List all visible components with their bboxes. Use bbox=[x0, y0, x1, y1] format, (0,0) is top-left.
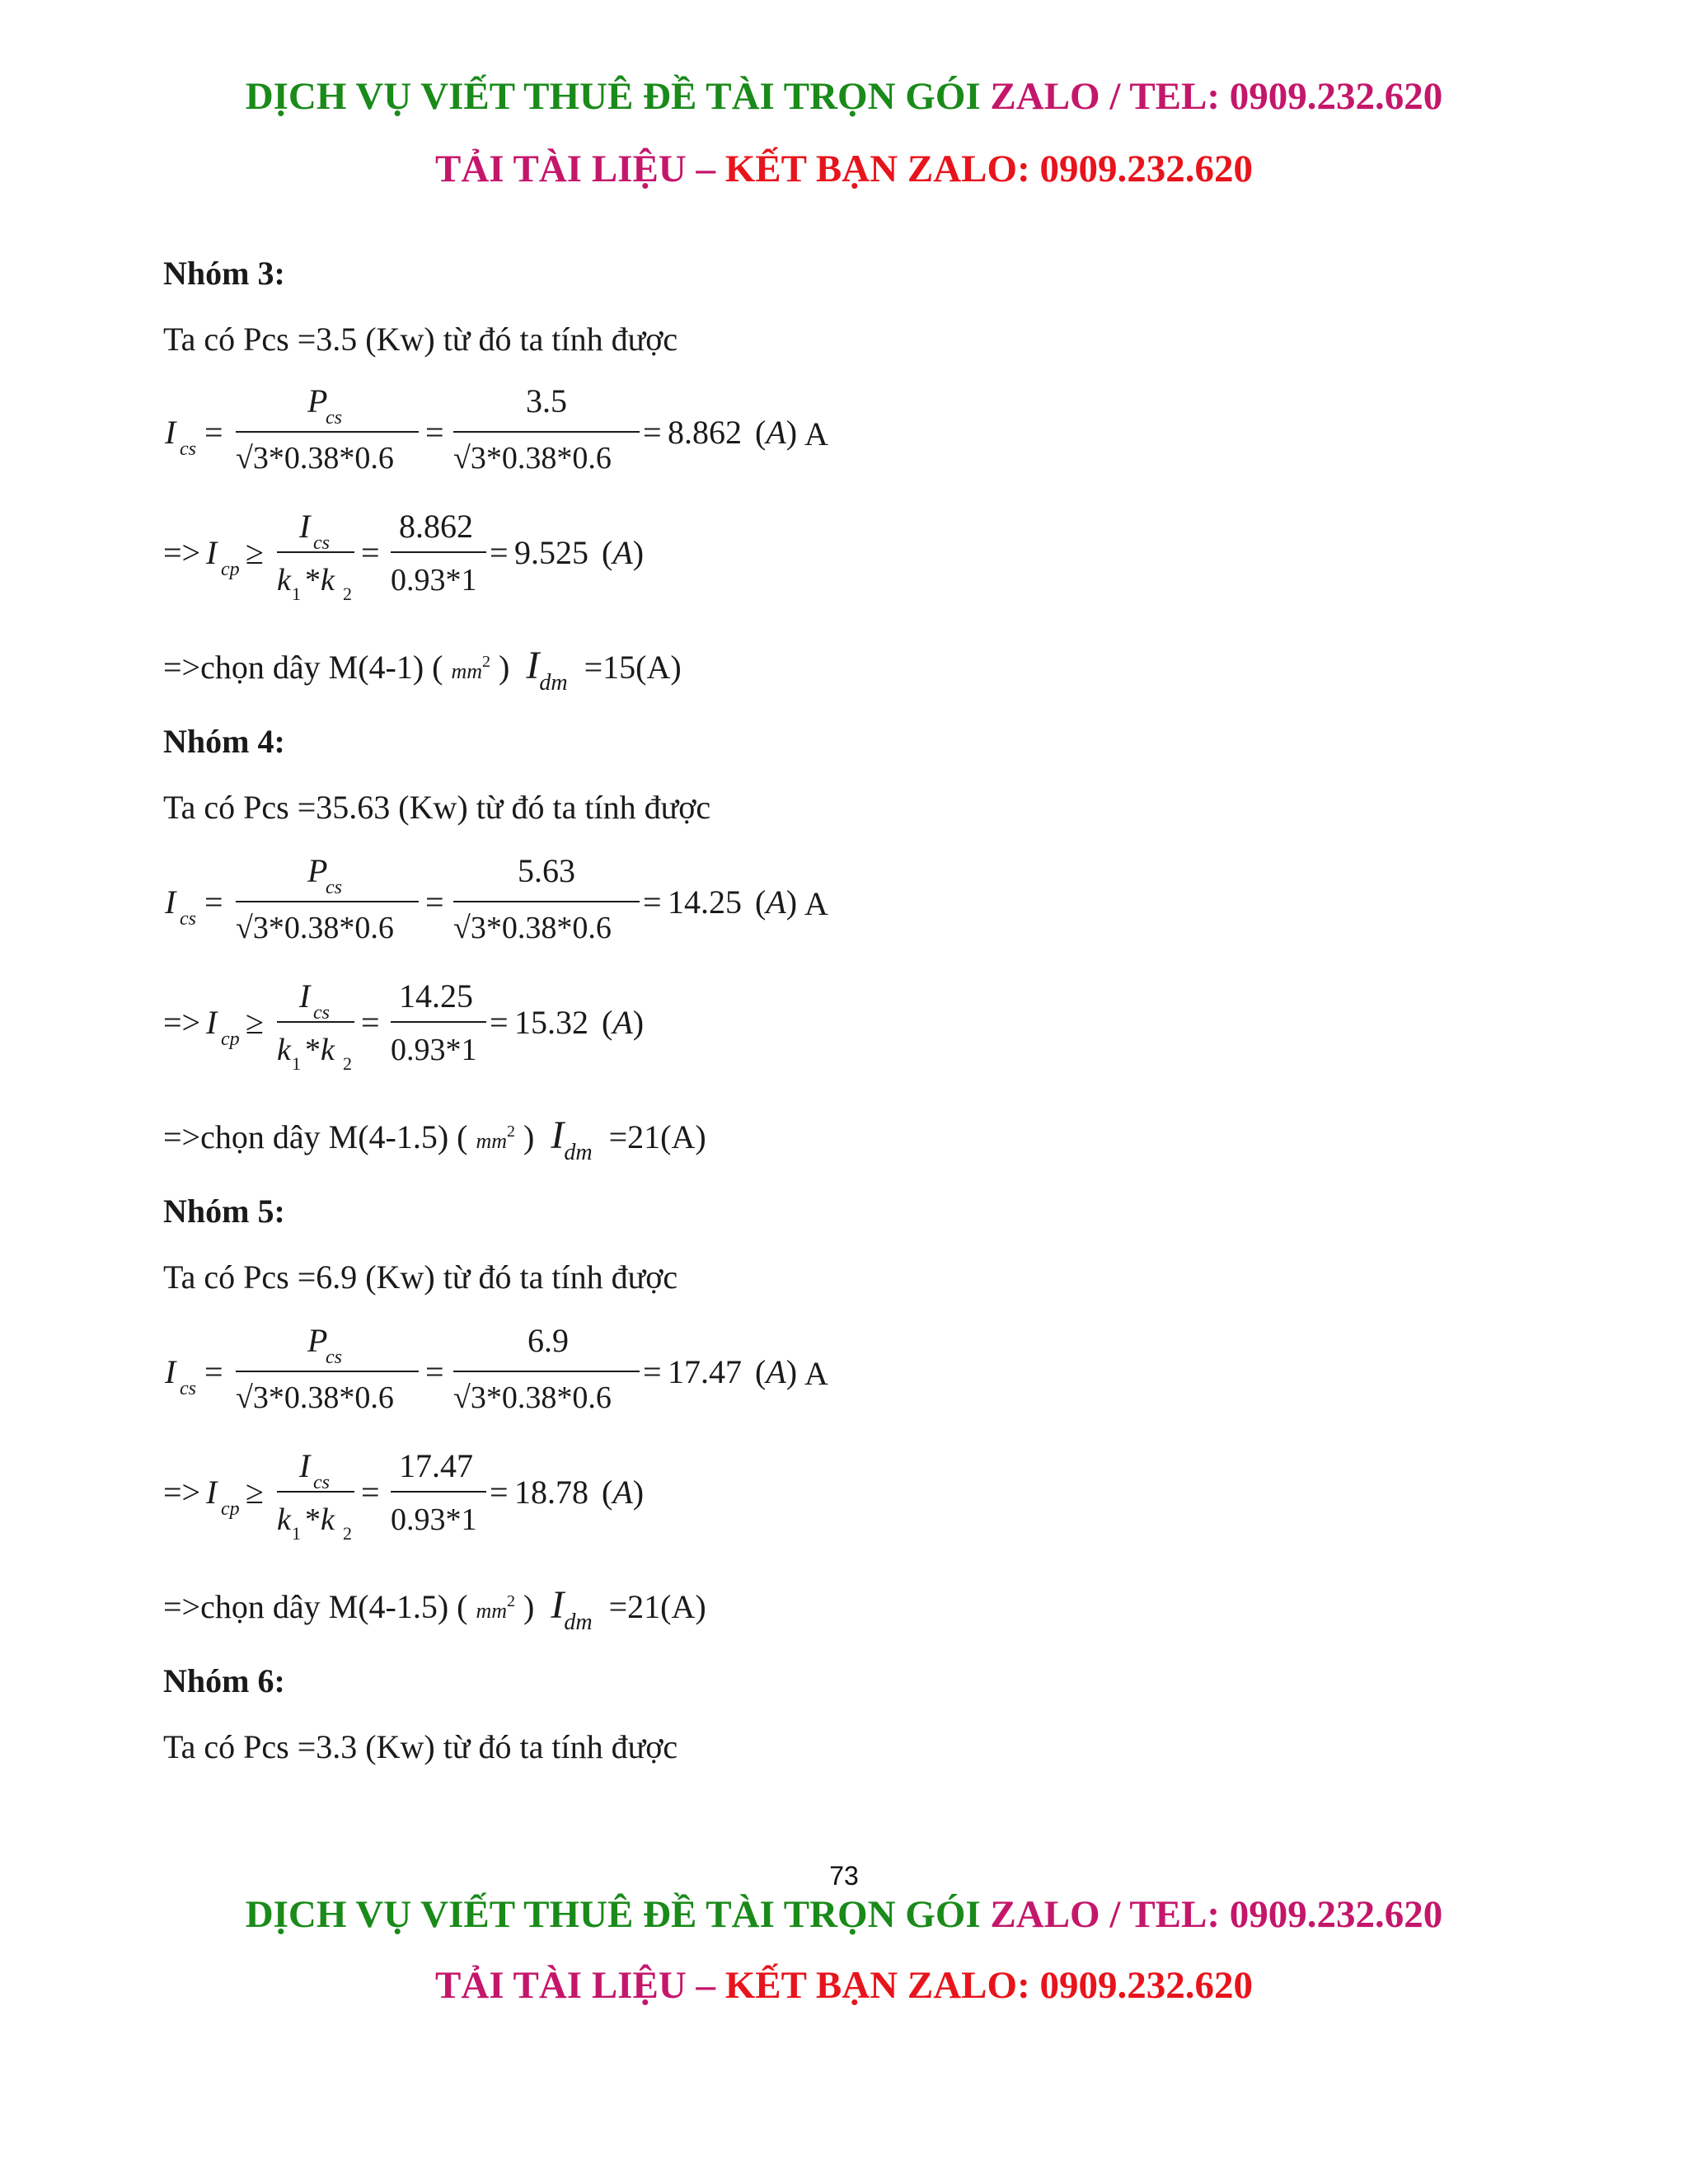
idm-value: =21(A) bbox=[608, 1588, 706, 1625]
mm-unit: mm bbox=[451, 659, 483, 683]
denominator-text: √3*0.38*0.6 bbox=[453, 911, 612, 945]
svg-text:≥: ≥ bbox=[246, 1474, 264, 1511]
denominator-text: √3*0.38*0.6 bbox=[236, 911, 394, 945]
k-denominator: 0.93*1 bbox=[391, 1033, 477, 1067]
denominator-text: √3*0.38*0.6 bbox=[236, 441, 394, 476]
icp-numerator: 14.25 bbox=[399, 977, 473, 1015]
ics-result: 14.25 bbox=[668, 883, 742, 921]
idm-value: =15(A) bbox=[584, 649, 682, 686]
svg-text:=: = bbox=[643, 1353, 662, 1390]
group-heading: Nhóm 4: bbox=[163, 723, 285, 760]
svg-text:cs: cs bbox=[326, 1347, 342, 1368]
ics-result: 17.47 bbox=[668, 1353, 742, 1390]
group-intro: Ta có Pcs =3.3 (Kw) từ đó ta tính được bbox=[163, 1728, 678, 1765]
svg-text:=: = bbox=[490, 534, 509, 571]
mm-exponent: 2 bbox=[507, 1592, 516, 1610]
denominator-text: √3*0.38*0.6 bbox=[453, 1380, 612, 1415]
svg-text:=: = bbox=[425, 414, 444, 451]
mm-exponent: 2 bbox=[507, 1122, 516, 1141]
svg-text:*k: *k bbox=[305, 563, 335, 598]
svg-text:*k: *k bbox=[305, 1033, 335, 1067]
svg-text:I: I bbox=[165, 414, 176, 451]
k-denominator: 0.93*1 bbox=[391, 563, 477, 598]
icp-formula bbox=[163, 508, 740, 615]
svg-text:cs: cs bbox=[326, 407, 342, 429]
mm-unit: mm bbox=[476, 1129, 508, 1153]
svg-text:=: = bbox=[361, 1474, 380, 1511]
svg-text:I: I bbox=[165, 1353, 176, 1390]
pcs-value: 6.9 bbox=[528, 1322, 569, 1359]
svg-text:I: I bbox=[206, 1474, 218, 1511]
header-contact-text: ZALO / TEL: 0909.232.620 bbox=[990, 75, 1443, 118]
svg-text:2: 2 bbox=[343, 1053, 352, 1074]
svg-text:P: P bbox=[307, 382, 328, 419]
svg-text:k: k bbox=[277, 563, 291, 598]
svg-text:cs: cs bbox=[326, 877, 342, 898]
wire-selection: =>chọn dây M(4-1.5) ( $mm^2$ ) $I_{dm} =21(A)$ bbox=[163, 1113, 706, 1165]
svg-text:k: k bbox=[277, 1502, 291, 1537]
svg-text:cs: cs bbox=[313, 532, 330, 554]
svg-text:=: = bbox=[204, 883, 223, 921]
svg-text:=: = bbox=[361, 534, 380, 571]
icp-formula bbox=[163, 1447, 740, 1554]
svg-text:=: = bbox=[425, 883, 444, 921]
group-heading: Nhóm 3: bbox=[163, 255, 285, 292]
svg-text:=>: => bbox=[163, 534, 201, 571]
svg-text:=>: => bbox=[163, 1004, 201, 1041]
idm-subscript: dm bbox=[539, 670, 568, 696]
svg-text:cs: cs bbox=[313, 1472, 330, 1493]
page-number: 73 bbox=[829, 1861, 859, 1891]
unit-A: A bbox=[804, 885, 828, 922]
unit-A: A bbox=[804, 415, 828, 452]
svg-text:1: 1 bbox=[292, 1053, 301, 1074]
svg-text:(A): (A) bbox=[602, 1474, 645, 1511]
svg-text:=: = bbox=[204, 1353, 223, 1390]
svg-text:1: 1 bbox=[292, 583, 301, 604]
svg-text:=: = bbox=[490, 1474, 509, 1511]
svg-text:=: = bbox=[643, 883, 662, 921]
svg-text:=: = bbox=[361, 1004, 380, 1041]
icp-result: 18.78 bbox=[514, 1474, 588, 1511]
group-heading: Nhóm 5: bbox=[163, 1193, 285, 1230]
svg-text:2: 2 bbox=[343, 1523, 352, 1544]
icp-formula bbox=[163, 977, 740, 1085]
svg-text:I: I bbox=[206, 1004, 218, 1041]
pcs-value: 5.63 bbox=[518, 852, 575, 889]
icp-result: 15.32 bbox=[514, 1004, 588, 1041]
footer-download-text: TẢI TÀI LIỆU – bbox=[435, 1964, 715, 2007]
svg-text:P: P bbox=[307, 1322, 328, 1359]
group-intro: Ta có Pcs =6.9 (Kw) từ đó ta tính được bbox=[163, 1258, 678, 1296]
svg-text:I: I bbox=[299, 1447, 311, 1484]
svg-text:cp: cp bbox=[221, 559, 240, 580]
svg-text:*k: *k bbox=[305, 1502, 335, 1537]
svg-text:2: 2 bbox=[343, 583, 352, 604]
svg-text:(A): (A) bbox=[602, 1004, 645, 1041]
group-heading: Nhóm 6: bbox=[163, 1662, 285, 1699]
k-denominator: 0.93*1 bbox=[391, 1502, 477, 1537]
svg-text:≥: ≥ bbox=[246, 1004, 264, 1041]
header-download-text: TẢI TÀI LIỆU – bbox=[435, 148, 715, 190]
svg-text:I: I bbox=[165, 883, 176, 921]
idm-symbol: I bbox=[526, 644, 540, 687]
footer-service-text: DỊCH VỤ VIẾT THUÊ ĐỀ TÀI TRỌN GÓI bbox=[245, 1893, 981, 1936]
icp-result: 9.525 bbox=[514, 534, 588, 571]
svg-text:cs: cs bbox=[313, 1002, 330, 1024]
svg-text:cs: cs bbox=[180, 1378, 196, 1399]
svg-text:(A): (A) bbox=[755, 414, 798, 451]
svg-text:I: I bbox=[299, 508, 311, 545]
svg-text:=: = bbox=[204, 414, 223, 451]
wire-selection: =>chọn dây M(4-1) ( $mm^2$ ) $I_{dm} =15(A)$ bbox=[163, 644, 682, 696]
ics-result: 8.862 bbox=[668, 414, 742, 451]
svg-text:=>: => bbox=[163, 1474, 201, 1511]
svg-text:k: k bbox=[277, 1033, 291, 1067]
header-service-text: DỊCH VỤ VIẾT THUÊ ĐỀ TÀI TRỌN GÓI bbox=[245, 75, 981, 118]
svg-text:(A): (A) bbox=[755, 1353, 798, 1390]
svg-text:1: 1 bbox=[292, 1523, 301, 1544]
header-line-1 bbox=[0, 74, 1688, 119]
footer-line-1 bbox=[0, 1892, 1688, 1937]
icp-numerator: 8.862 bbox=[399, 508, 473, 545]
wire-text: =>chọn dây M(4-1) ( bbox=[163, 649, 443, 686]
icp-numerator: 17.47 bbox=[399, 1447, 473, 1484]
wire-text: =>chọn dây M(4-1.5) ( bbox=[163, 1118, 468, 1155]
svg-text:I: I bbox=[299, 977, 311, 1015]
footer-zalo-text: KẾT BẠN ZALO: 0909.232.620 bbox=[724, 1964, 1253, 2007]
denominator-text: √3*0.38*0.6 bbox=[236, 1380, 394, 1415]
pcs-value: 3.5 bbox=[526, 382, 567, 419]
mm-unit: mm bbox=[476, 1599, 508, 1623]
idm-subscript: dm bbox=[564, 1140, 593, 1165]
svg-text:cp: cp bbox=[221, 1029, 240, 1050]
unit-A: A bbox=[804, 1355, 828, 1392]
svg-text:≥: ≥ bbox=[246, 534, 264, 571]
svg-text:I: I bbox=[206, 534, 218, 571]
idm-subscript: dm bbox=[564, 1610, 593, 1635]
mm-exponent: 2 bbox=[482, 653, 491, 671]
svg-text:=: = bbox=[490, 1004, 509, 1041]
header-line-2 bbox=[0, 147, 1688, 191]
group-intro: Ta có Pcs =35.63 (Kw) từ đó ta tính được bbox=[163, 789, 711, 826]
svg-text:P: P bbox=[307, 852, 328, 889]
header-zalo-text: KẾT BẠN ZALO: 0909.232.620 bbox=[724, 148, 1253, 190]
svg-text:(A): (A) bbox=[602, 534, 645, 571]
svg-text:cs: cs bbox=[180, 908, 196, 930]
svg-text:=: = bbox=[643, 414, 662, 451]
ics-formula bbox=[163, 1319, 905, 1434]
svg-text:cp: cp bbox=[221, 1498, 240, 1520]
svg-text:cs: cs bbox=[180, 438, 196, 460]
footer-line-2 bbox=[0, 1963, 1688, 2008]
denominator-text: √3*0.38*0.6 bbox=[453, 441, 612, 476]
idm-symbol: I bbox=[551, 1583, 565, 1627]
idm-value: =21(A) bbox=[608, 1118, 706, 1155]
svg-text:=: = bbox=[425, 1353, 444, 1390]
svg-text:(A): (A) bbox=[755, 883, 798, 921]
wire-selection: =>chọn dây M(4-1.5) ( $mm^2$ ) $I_{dm} =21(A)$ bbox=[163, 1583, 706, 1635]
group-intro: Ta có Pcs =3.5 (Kw) từ đó ta tính được bbox=[163, 321, 678, 358]
idm-symbol: I bbox=[551, 1113, 565, 1157]
wire-text: =>chọn dây M(4-1.5) ( bbox=[163, 1588, 468, 1625]
ics-formula bbox=[163, 849, 905, 964]
footer-contact-text: ZALO / TEL: 0909.232.620 bbox=[990, 1893, 1443, 1936]
ics-formula bbox=[163, 379, 905, 494]
